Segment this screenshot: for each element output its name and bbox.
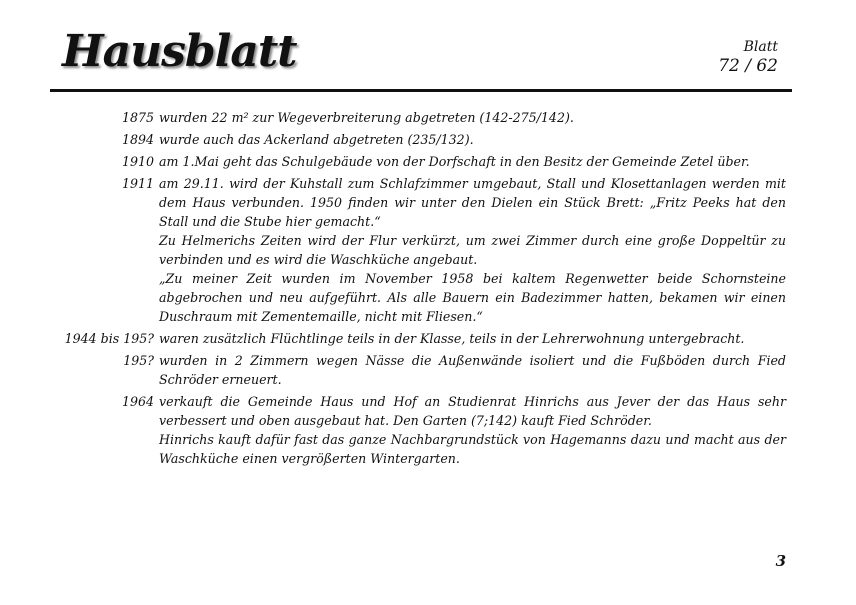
entry-paragraph: am 1.Mai geht das Schulgebäude von der Dorfschaft in den Besitz der Gemeinde Zetel über. (159, 154, 750, 169)
entry-paragraph: „Zu meiner Zeit wurden im November 1958 bei kaltem Regenwetter beide Schornsteine abgebrochen und neu aufgeführt. Als alle Bauern ein Badezimmer hatten, bekamen wir einen Duschraum mit Zementemaille, nicht mit Fliesen.“ (159, 271, 786, 324)
entry-paragraph: Hinrichs kauft dafür fast das ganze Nachbargrundstück von Hagemanns dazu und macht aus der Waschküche einen vergrößerten Wintergarten. (159, 432, 786, 466)
entry-paragraph: wurden in 2 Zimmern wegen Nässe die Außenwände isoliert und die Fußböden durch Fied Schröder erneuert. (159, 353, 786, 387)
entry-text (159, 392, 786, 468)
chronicle-entry (50, 392, 786, 468)
entry-year: 1944 bis 195? (64, 331, 154, 346)
entry-text (159, 152, 786, 171)
entry-paragraph: verkauft die Gemeinde Haus und Hof an Studienrat Hinrichs aus Jever der das Haus sehr verbessert und oben ausgebaut hat. Den Garten (7;142) kauft Fied Schröder. (159, 394, 786, 428)
header-divider (50, 89, 792, 92)
entry-text (159, 351, 786, 389)
sheet-number: 72 / 62 (718, 56, 778, 76)
entry-year: 1964 (121, 394, 154, 409)
entry-paragraph: wurde auch das Ackerland abgetreten (235/132). (159, 132, 474, 147)
chronicle-entry (50, 329, 786, 348)
entry-text (159, 130, 786, 149)
sheet-label: Blatt (743, 39, 778, 55)
sheet-reference (718, 38, 778, 76)
chronicle-entry (50, 174, 786, 326)
entry-paragraph: wurden 22 m² zur Wegeverbreiterung abgetreten (142-275/142). (159, 110, 574, 125)
entry-year: 195? (123, 353, 154, 368)
chronicle-entry (50, 351, 786, 389)
chronicle-entry (50, 152, 786, 171)
chronicle-entries (50, 108, 786, 471)
entry-paragraph: waren zusätzlich Flüchtlinge teils in der Klasse, teils in der Lehrerwohnung untergebracht. (159, 331, 745, 346)
entry-year: 1910 (121, 154, 154, 169)
page-title: Hausblatt (62, 26, 297, 77)
entry-paragraph: am 29.11. wird der Kuhstall zum Schlafzimmer umgebaut, Stall und Klosettanlagen werden mit dem Haus verbunden. 1950 finden wir unter den Dielen ein Stück Brett: „Fritz Peeks hat den Stall und die Stube hier gemacht.“ (159, 176, 786, 229)
entry-year: 1911 (121, 176, 154, 191)
entry-text (159, 329, 786, 348)
page-number: 3 (775, 552, 786, 570)
chronicle-entry (50, 130, 786, 149)
chronicle-entry (50, 108, 786, 127)
entry-year: 1894 (121, 132, 154, 147)
entry-text (159, 174, 786, 326)
entry-text (159, 108, 786, 127)
entry-paragraph: Zu Helmerichs Zeiten wird der Flur verkürzt, um zwei Zimmer durch eine große Doppeltür zu verbinden und es wird die Waschküche angebaut. (159, 233, 786, 267)
entry-year: 1875 (121, 110, 154, 125)
